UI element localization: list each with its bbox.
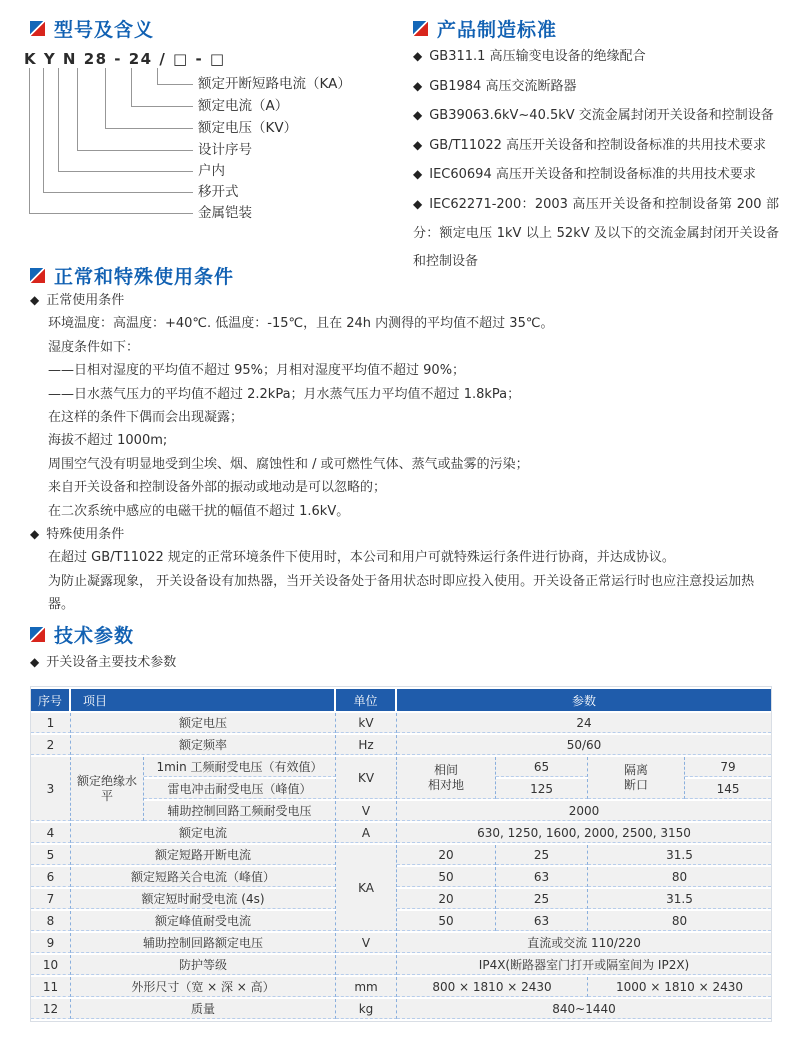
table-row bbox=[31, 889, 771, 909]
diamond-bullet-icon: ◆ bbox=[413, 108, 423, 123]
cell-value: 20 bbox=[397, 889, 496, 909]
cell-item: 外形尺寸（宽 × 深 × 高） bbox=[71, 977, 336, 997]
cell-no: 6 bbox=[31, 867, 71, 887]
cell-value: 50 bbox=[397, 911, 496, 931]
cell-value: 直流或交流 110/220 bbox=[397, 933, 771, 953]
standard-text: GB39063.6kV~40.5kV 交流金属封闭开关设备和控制设备 bbox=[429, 108, 774, 124]
condition-line: 为防止凝露现象， 开关设备设有加热器，当开关设备处于备用状态时即应投入使用。开关设备正常运行时也应注意投运加热器。 bbox=[48, 573, 755, 613]
cell-unit: Hz bbox=[336, 735, 397, 755]
section-title-standards: 产品制造标准 bbox=[437, 19, 558, 41]
standard-text: GB1984 高压交流断路器 bbox=[429, 78, 577, 94]
table-row bbox=[31, 757, 771, 777]
cell-unit: mm bbox=[336, 977, 397, 997]
col-header-seq: 序号 bbox=[31, 689, 71, 711]
cell-value: 80 bbox=[588, 867, 771, 887]
cell-value: 31.5 bbox=[588, 845, 771, 865]
table-header-row bbox=[31, 689, 771, 711]
tech-subtitle bbox=[30, 651, 176, 670]
cell-value: 800 × 1810 × 2430 bbox=[397, 977, 588, 997]
cell-no: 9 bbox=[31, 933, 71, 953]
diamond-bullet-icon: ◆ bbox=[413, 49, 423, 63]
section-title-conditions: 正常和特殊使用条件 bbox=[54, 266, 235, 288]
group-label-line: 断口 bbox=[624, 777, 649, 792]
cell-value: 31.5 bbox=[588, 889, 771, 909]
model-label: 户内 bbox=[198, 163, 225, 179]
table-row bbox=[31, 955, 771, 975]
table-row bbox=[31, 999, 771, 1019]
section-marker-icon bbox=[30, 268, 45, 283]
cell-item: 额定电流 bbox=[71, 823, 336, 843]
condition-line: ——日水蒸气压力的平均值不超过 2.2kPa；月水蒸气压力平均值不超过 1.8kPa； bbox=[48, 386, 521, 402]
cell-item: 质量 bbox=[71, 999, 336, 1019]
group-label-line: 相间 bbox=[434, 762, 459, 777]
condition-line: 周围空气没有明显地受到尘埃、烟、腐蚀性和 / 或可燃性气体、蒸气或盐雾的污染； bbox=[48, 456, 529, 472]
cell-unit: kg bbox=[336, 999, 397, 1019]
cell-unit: KV bbox=[336, 757, 397, 799]
cell-no: 8 bbox=[31, 911, 71, 931]
condition-line: 海拔不超过 1000m; bbox=[48, 433, 168, 449]
section-title-model: 型号及含义 bbox=[54, 19, 155, 41]
table-row bbox=[31, 911, 771, 931]
cell-unit: A bbox=[336, 823, 397, 843]
parameters-table bbox=[30, 686, 772, 1022]
diamond-bullet-icon: ◆ bbox=[30, 293, 40, 307]
condition-heading-text: 特殊使用条件 bbox=[46, 527, 125, 543]
standard-text: GB311.1 高压输变电设备的绝缘配合 bbox=[429, 49, 646, 64]
section-marker-icon bbox=[30, 21, 45, 36]
diamond-bullet-icon: ◆ bbox=[413, 78, 423, 93]
condition-line: 来自开关设备和控制设备外部的振动或地动是可以忽略的； bbox=[48, 480, 387, 496]
section-header-tech bbox=[30, 621, 134, 648]
condition-heading bbox=[30, 523, 778, 546]
table-row bbox=[31, 713, 771, 733]
cell-subitem: 1min 工频耐受电压（有效值） bbox=[144, 757, 336, 777]
cell-value: 840~1440 bbox=[397, 999, 771, 1019]
condition-line: 在二次系统中感应的电磁干扰的幅值不超过 1.6kV。 bbox=[48, 503, 350, 519]
condition-line: 在超过 GB/T11022 规定的正常环境条件下使用时，本公司和用户可就特殊运行条件进行协商，并达成协议。 bbox=[48, 550, 675, 566]
condition-line: ——日相对湿度的平均值不超过 95%；月相对湿度平均值不超过 90%； bbox=[48, 363, 466, 379]
section-marker-icon bbox=[413, 21, 428, 36]
tech-subtitle-text: 开关设备主要技术参数 bbox=[46, 655, 177, 670]
model-label: 额定电压（KV） bbox=[198, 120, 298, 136]
col-header-unit: 单位 bbox=[336, 689, 397, 711]
cell-unit: V bbox=[336, 801, 397, 821]
cell-value: 125 bbox=[496, 779, 588, 799]
standard-text: GB/T11022 高压开关设备和控制设备标准的共用技术要求 bbox=[429, 137, 767, 153]
cell-no: 11 bbox=[31, 977, 71, 997]
list-item bbox=[413, 101, 779, 131]
cell-no: 1 bbox=[31, 713, 71, 733]
cell-value: 50/60 bbox=[397, 735, 771, 755]
table-row bbox=[31, 977, 771, 997]
cell-value: 65 bbox=[496, 757, 588, 777]
cell-group bbox=[397, 757, 496, 799]
cell-value: 25 bbox=[496, 845, 588, 865]
col-header-item: 项目 bbox=[71, 689, 336, 711]
cell-unit: kV bbox=[336, 713, 397, 733]
section-marker-icon bbox=[30, 627, 45, 642]
cell-item: 防护等级 bbox=[71, 955, 336, 975]
model-label: 设计序号 bbox=[198, 142, 252, 158]
cell-value: 20 bbox=[397, 845, 496, 865]
cell-value: 63 bbox=[496, 911, 588, 931]
list-item bbox=[413, 131, 779, 161]
table-row bbox=[31, 735, 771, 755]
section-header-standards bbox=[413, 15, 557, 42]
cell-value: 79 bbox=[685, 757, 771, 777]
cell-no: 7 bbox=[31, 889, 71, 909]
cell-item: 额定绝缘水平 bbox=[71, 757, 144, 821]
cell-value: 1000 × 1810 × 2430 bbox=[588, 977, 771, 997]
table-row bbox=[31, 867, 771, 887]
section-header-conditions bbox=[30, 262, 234, 289]
cell-item: 额定频率 bbox=[71, 735, 336, 755]
cell-subitem: 雷电冲击耐受电压（峰值） bbox=[144, 779, 336, 799]
table-row bbox=[31, 933, 771, 953]
cell-item: 额定短路开断电流 bbox=[71, 845, 336, 865]
cell-item: 辅助控制回路额定电压 bbox=[71, 933, 336, 953]
cell-no: 12 bbox=[31, 999, 71, 1019]
model-code: K Y N 28 - 24 / □ - □ bbox=[24, 50, 226, 68]
cell-item: 额定短时耐受电流 (4s) bbox=[71, 889, 336, 909]
model-label: 额定电流（A） bbox=[198, 98, 289, 114]
cell-value: IP4X(断路器室门打开或隔室间为 IP2X) bbox=[397, 955, 771, 975]
diamond-bullet-icon: ◆ bbox=[30, 527, 40, 542]
section-title-tech: 技术参数 bbox=[54, 625, 135, 647]
standards-list bbox=[413, 42, 779, 277]
cell-no: 5 bbox=[31, 845, 71, 865]
col-header-param: 参数 bbox=[397, 689, 771, 711]
cell-group bbox=[588, 757, 685, 799]
cell-unit: KA bbox=[336, 845, 397, 931]
table-row bbox=[31, 823, 771, 843]
cell-subitem: 辅助控制回路工频耐受电压 bbox=[144, 801, 336, 821]
condition-heading bbox=[30, 289, 778, 312]
list-item bbox=[413, 190, 779, 277]
diamond-bullet-icon: ◆ bbox=[30, 655, 40, 669]
cell-value: 630, 1250, 1600, 2000, 2500, 3150 bbox=[397, 823, 771, 843]
section-header-model bbox=[30, 15, 154, 42]
cell-item: 额定短路关合电流（峰值） bbox=[71, 867, 336, 887]
table-row bbox=[31, 845, 771, 865]
condition-heading-text: 正常使用条件 bbox=[46, 293, 125, 308]
cell-value: 24 bbox=[397, 713, 771, 733]
condition-line: 在这样的条件下偶而会出现凝露； bbox=[48, 410, 244, 426]
model-connector-line bbox=[29, 68, 193, 214]
diamond-bullet-icon: ◆ bbox=[413, 167, 423, 182]
model-label: 额定开断短路电流（KA） bbox=[198, 76, 351, 92]
standard-text: IEC62271-200：2003 高压开关设备和控制设备第 200 部分：额定电压 1kV 以上 52kV 及以下的交流金属封闭开关设备和控制设备 bbox=[413, 196, 779, 270]
cell-value: 50 bbox=[397, 867, 496, 887]
cell-unit bbox=[336, 955, 397, 975]
cell-no: 2 bbox=[31, 735, 71, 755]
cell-no: 4 bbox=[31, 823, 71, 843]
cell-no: 10 bbox=[31, 955, 71, 975]
standard-text: IEC60694 高压开关设备和控制设备标准的共用技术要求 bbox=[429, 167, 756, 183]
list-item bbox=[413, 72, 779, 102]
condition-line: 环境温度：高温度：+40℃. 低温度：-15℃，且在 24h 内测得的平均值不超过 35℃。 bbox=[48, 316, 554, 332]
group-label-line: 相对地 bbox=[428, 777, 465, 792]
cell-item: 额定电压 bbox=[71, 713, 336, 733]
cell-item: 额定峰值耐受电流 bbox=[71, 911, 336, 931]
cell-value: 63 bbox=[496, 867, 588, 887]
cell-value: 80 bbox=[588, 911, 771, 931]
model-label: 移开式 bbox=[198, 184, 239, 200]
diamond-bullet-icon: ◆ bbox=[413, 196, 423, 211]
condition-line: 湿度条件如下： bbox=[48, 339, 140, 355]
list-item bbox=[413, 42, 779, 72]
cell-no: 3 bbox=[31, 757, 71, 821]
group-label-line: 隔离 bbox=[624, 762, 649, 777]
cell-value: 25 bbox=[496, 889, 588, 909]
diamond-bullet-icon: ◆ bbox=[413, 137, 423, 152]
model-label: 金属铠装 bbox=[198, 205, 252, 221]
cell-value: 2000 bbox=[397, 801, 771, 821]
conditions-block bbox=[30, 289, 778, 617]
cell-value: 145 bbox=[685, 779, 771, 799]
cell-unit: V bbox=[336, 933, 397, 953]
list-item bbox=[413, 160, 779, 190]
